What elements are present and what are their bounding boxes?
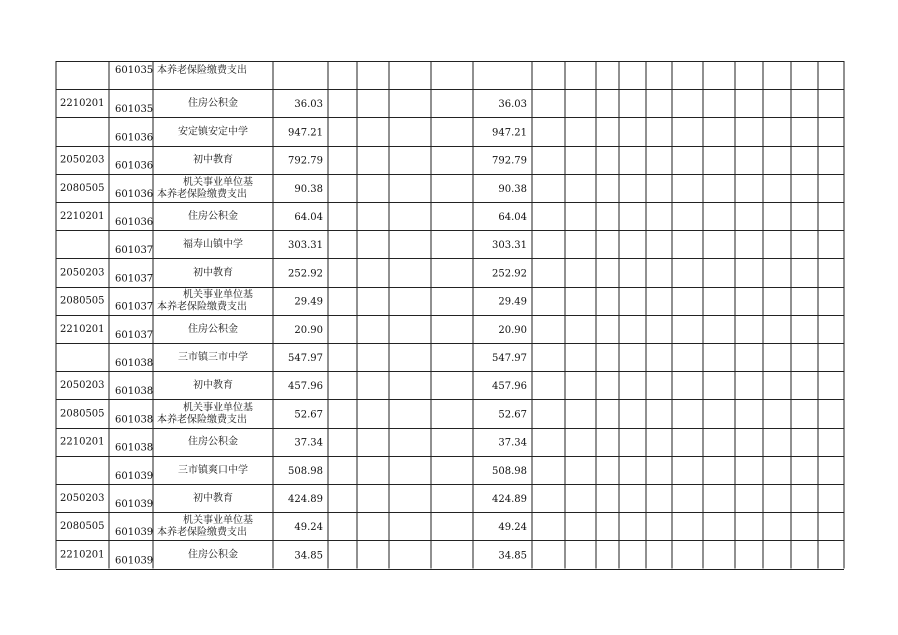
item-name-cell [157, 288, 253, 313]
item-name-cell [193, 153, 233, 166]
item-name-line: 初中教育 [193, 154, 233, 166]
item-name-line: 三市镇三市中学 [178, 352, 248, 363]
function-code-cell: 2210201 [60, 549, 105, 561]
total-amount-cell: 64.04 [294, 212, 323, 223]
item-name-line: 本养老保险缴费支出 [157, 188, 247, 200]
item-name-cell [193, 378, 233, 391]
item-name-line: 安定镇安定中学 [178, 126, 248, 138]
total-amount-cell: 792.79 [288, 155, 323, 167]
unit-code-cell: 601036 [115, 132, 154, 144]
table-row [115, 63, 247, 76]
item-name-line: 住房公积金 [188, 98, 238, 110]
total-amount-cell: 252.92 [288, 268, 323, 280]
unit-code-cell: 601038 [115, 386, 154, 398]
budget-amount-cell: 792.79 [492, 155, 527, 167]
table-row [60, 547, 527, 566]
unit-code-cell: 601037 [115, 301, 154, 313]
table-row [115, 237, 527, 256]
function-code-cell: 2080505 [60, 521, 105, 533]
total-amount-cell: 547.97 [288, 353, 323, 364]
budget-amount-cell: 303.31 [492, 240, 527, 252]
budget-amount-cell: 547.97 [492, 353, 527, 364]
item-name-line: 福寿山镇中学 [183, 239, 243, 251]
total-amount-cell: 457.96 [288, 381, 323, 393]
budget-amount-cell: 252.92 [492, 268, 527, 280]
budget-amount-cell: 37.34 [498, 437, 527, 449]
function-code-cell: 2210201 [60, 323, 105, 335]
table-row [115, 124, 527, 143]
table-row [60, 400, 527, 425]
unit-code-cell: 601039 [115, 527, 154, 539]
budget-amount-cell: 424.89 [492, 494, 527, 505]
item-name-line: 本养老保险缴费支出 [157, 527, 247, 539]
item-name-cell [193, 491, 233, 504]
function-code-cell: 2210201 [60, 98, 105, 110]
table-row [60, 96, 527, 115]
item-name-line: 本养老保险缴费支出 [157, 65, 247, 76]
item-name-cell [188, 209, 238, 222]
item-name-line: 住房公积金 [188, 436, 238, 448]
total-amount-cell: 424.89 [288, 494, 323, 505]
total-amount-cell: 52.67 [294, 409, 323, 421]
function-code-cell: 2050203 [60, 493, 105, 504]
table-row [60, 153, 527, 172]
item-name-cell [188, 96, 238, 109]
table-row [115, 463, 527, 482]
table-row [60, 265, 527, 284]
total-amount-cell: 29.49 [294, 296, 323, 308]
function-code-cell: 2080505 [60, 295, 105, 307]
unit-code-cell: 601036 [115, 188, 154, 200]
item-name-cell [188, 435, 238, 448]
budget-amount-cell: 457.96 [492, 381, 527, 393]
table-row [60, 322, 527, 341]
unit-code-cell: 601037 [115, 245, 154, 257]
budget-amount-cell: 508.98 [492, 465, 527, 477]
unit-code-cell: 601039 [115, 499, 154, 510]
total-amount-cell: 947.21 [288, 127, 323, 139]
table-row [60, 491, 527, 510]
item-name-line: 初中教育 [193, 380, 233, 392]
item-name-line: 机关事业单位基 [183, 289, 253, 301]
item-name-cell [183, 237, 243, 250]
unit-code-cell: 601036 [115, 217, 154, 228]
item-name-line: 机关事业单位基 [183, 515, 253, 527]
table-body [60, 63, 527, 566]
unit-code-cell: 601039 [115, 470, 154, 482]
item-name-line: 初中教育 [193, 493, 233, 504]
item-name-cell [178, 350, 248, 363]
item-name-cell [157, 400, 253, 425]
item-name-cell [178, 124, 248, 137]
table-row [115, 350, 527, 369]
item-name-cell [193, 265, 233, 278]
item-name-line: 住房公积金 [188, 323, 238, 335]
table-row [60, 288, 527, 313]
item-name-line: 初中教育 [193, 267, 233, 279]
budget-amount-cell: 90.38 [498, 183, 527, 195]
unit-code-cell: 601035 [115, 65, 154, 76]
budget-amount-cell: 20.90 [498, 324, 527, 336]
unit-code-cell: 601036 [115, 160, 154, 172]
total-amount-cell: 90.38 [294, 183, 323, 195]
total-amount-cell: 36.03 [294, 99, 323, 111]
item-name-line: 住房公积金 [188, 211, 238, 222]
total-amount-cell: 37.34 [294, 437, 323, 449]
item-name-line: 本养老保险缴费支出 [157, 414, 247, 426]
budget-amount-cell: 49.24 [498, 522, 527, 534]
item-name-cell [157, 513, 253, 538]
item-name-cell [178, 463, 248, 476]
total-amount-cell: 34.85 [294, 550, 323, 562]
function-code-cell: 2050203 [60, 380, 105, 392]
unit-code-cell: 601038 [115, 442, 154, 454]
budget-amount-cell: 36.03 [498, 99, 527, 111]
item-name-line: 三市镇爽口中学 [178, 464, 248, 476]
unit-code-cell: 601038 [115, 358, 154, 369]
function-code-cell: 2080505 [60, 182, 105, 194]
item-name-cell [157, 63, 247, 76]
function-code-cell: 2080505 [60, 408, 105, 420]
total-amount-cell: 49.24 [294, 522, 323, 534]
table-row [60, 513, 527, 538]
total-amount-cell: 20.90 [294, 324, 323, 336]
item-name-line: 机关事业单位基 [183, 176, 253, 188]
item-name-cell [157, 175, 253, 200]
unit-code-cell: 601035 [115, 104, 154, 116]
table-row [60, 435, 527, 454]
budget-amount-cell: 947.21 [492, 127, 527, 139]
table-row [60, 209, 527, 228]
budget-amount-cell: 29.49 [498, 296, 527, 308]
function-code-cell: 2210201 [60, 436, 105, 448]
unit-code-cell: 601039 [115, 555, 154, 567]
item-name-line: 住房公积金 [188, 549, 238, 561]
table-row [60, 378, 527, 397]
budget-amount-cell: 34.85 [498, 550, 527, 562]
unit-code-cell: 601037 [115, 273, 154, 285]
unit-code-cell: 601038 [115, 414, 154, 426]
budget-amount-cell: 64.04 [498, 212, 527, 223]
budget-amount-cell: 52.67 [498, 409, 527, 421]
item-name-line: 本养老保险缴费支出 [157, 301, 247, 313]
item-name-cell [188, 322, 238, 335]
function-code-cell: 2050203 [60, 154, 105, 166]
item-name-cell [188, 547, 238, 560]
function-code-cell: 2210201 [60, 211, 105, 222]
total-amount-cell: 303.31 [288, 240, 323, 252]
unit-code-cell: 601037 [115, 329, 154, 341]
function-code-cell: 2050203 [60, 267, 105, 279]
table-row [60, 175, 527, 200]
table-grid [56, 61, 844, 570]
total-amount-cell: 508.98 [288, 465, 323, 477]
item-name-line: 机关事业单位基 [183, 402, 253, 414]
